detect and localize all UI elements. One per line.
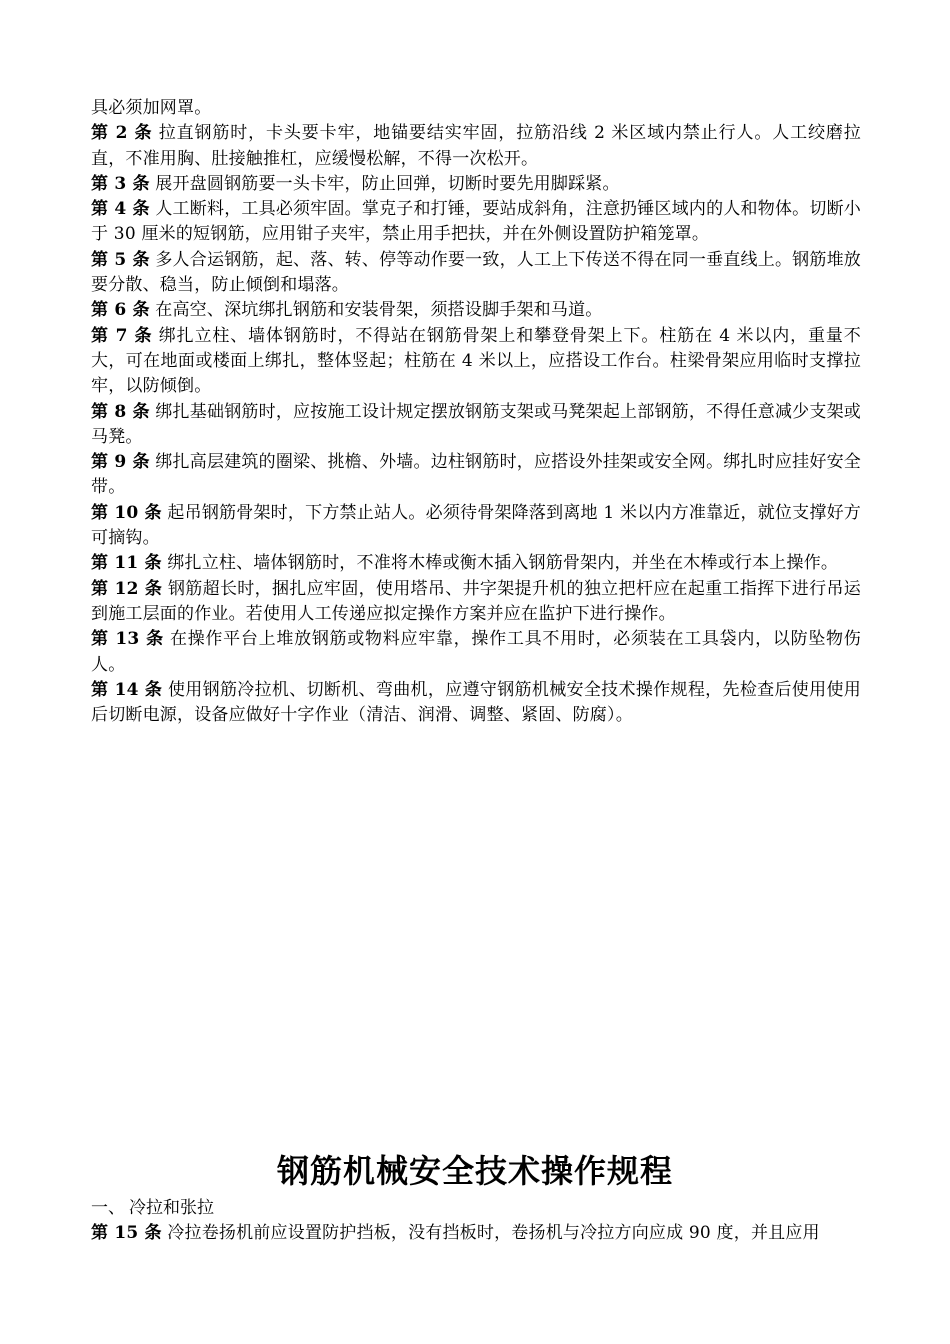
article-number: 第 12 条 — [91, 578, 163, 599]
article-9 — [91, 450, 861, 501]
article-number: 第 6 条 — [91, 300, 150, 321]
article-7 — [91, 324, 861, 400]
article-number: 第 10 条 — [91, 502, 162, 523]
article-text: 在操作平台上堆放钢筋或物料应牢靠，操作工具不用时，必须装在工具袋内，以防坠物伤人。 — [91, 629, 861, 675]
section-label: 冷拉和张拉 — [129, 1198, 214, 1218]
article-text: 在高空、深坑绑扎钢筋和安装骨架，须搭设脚手架和马道。 — [155, 300, 603, 321]
section-number: 一、 — [91, 1198, 125, 1218]
article-number: 第 9 条 — [91, 452, 150, 473]
section-heading — [91, 1196, 861, 1221]
article-number: 第 15 条 — [91, 1223, 162, 1243]
continuation-text: 具必须加网罩。 — [91, 98, 212, 118]
article-number: 第 7 条 — [91, 325, 153, 346]
article-text: 拉直钢筋时，卡头要卡牢，地锚要结实牢固，拉筋沿线 2 米区域内禁止行人。人工绞磨拉直，不准用胸、肚接触推杠，应缓慢松解，不得一次松开。 — [91, 123, 862, 169]
article-number: 第 4 条 — [91, 199, 150, 220]
article-number: 第 11 条 — [91, 553, 162, 574]
article-text: 钢筋超长时，捆扎应牢固，使用塔吊、井字架提升机的独立把杆应在起重工指挥下进行吊运到施工层面的作业。若使用人工传递应拟定操作方案并应在监护下进行操作。 — [91, 578, 861, 624]
article-number: 第 13 条 — [91, 629, 164, 650]
article-5 — [91, 248, 861, 299]
article-number: 第 2 条 — [91, 123, 153, 144]
article-number: 第 3 条 — [91, 173, 150, 194]
article-text: 人工断料，工具必须牢固。掌克子和打锤，要站成斜角，注意扔锤区域内的人和物体。切断小于 30 厘米的短钢筋，应用钳子夹牢，禁止用手把扶，并在外侧设置防护箱笼罩。 — [91, 199, 862, 245]
article-4 — [91, 197, 861, 248]
section-one — [91, 1196, 861, 1246]
article-2 — [91, 121, 861, 172]
article-text: 使用钢筋冷拉机、切断机、弯曲机，应遵守钢筋机械安全技术操作规程，先检查后使用使用后切断电源，设备应做好十字作业（清洁、润滑、调整、紧固、防腐）。 — [91, 679, 861, 726]
article-text: 绑扎立柱、墙体钢筋时，不准将木棒或衡木插入钢筋骨架内，并坐在木棒或行本上操作。 — [167, 553, 839, 574]
article-number: 第 5 条 — [91, 249, 150, 270]
article-8 — [91, 400, 861, 451]
article-3 — [91, 172, 861, 197]
article-10 — [91, 501, 861, 552]
article-12 — [91, 577, 861, 628]
article-11 — [91, 551, 861, 576]
article-text: 多人合运钢筋，起、落、转、停等动作要一致，人工上下传送不得在同一垂直线上。钢筋堆放要分散、稳当，防止倾倒和塌落。 — [91, 249, 862, 296]
article-text: 冷拉卷扬机前应设置防护挡板，没有挡板时，卷扬机与冷拉方向应成 90 度，并且应用 — [167, 1223, 820, 1243]
article-6 — [91, 298, 861, 323]
article-13 — [91, 627, 861, 678]
document-title: 钢筋机械安全技术操作规程 — [276, 1152, 673, 1190]
article-number: 第 14 条 — [91, 679, 163, 700]
article-number: 第 8 条 — [91, 401, 150, 422]
article-text: 展开盘圆钢筋要一头卡牢，防止回弹，切断时要先用脚踩紧。 — [155, 173, 620, 194]
article-text: 绑扎高层建筑的圈梁、挑檐、外墙。边柱钢筋时，应搭设外挂架或安全网。绑扎时应挂好安全带。 — [91, 452, 862, 498]
article-text: 绑扎立柱、墙体钢筋时，不得站在钢筋骨架上和攀登骨架上下。柱筋在 4 米以内，重量不大，可在地面或楼面上绑扎，整体竖起；柱筋在 4 米以上，应搭设工作台。柱梁骨架应用临时支撑拉牢，以防倾倒。 — [91, 325, 862, 397]
article-14 — [91, 678, 861, 729]
article-list — [91, 96, 861, 728]
article-text: 起吊钢筋骨架时，下方禁止站人。必须待骨架降落到离地 1 米以内方准靠近，就位支撑好方可摘钩。 — [91, 502, 861, 549]
article-15 — [91, 1221, 861, 1246]
article-text: 绑扎基础钢筋时，应按施工设计规定摆放钢筋支架或马凳架起上部钢筋，不得任意减少支架或马凳。 — [91, 401, 862, 447]
